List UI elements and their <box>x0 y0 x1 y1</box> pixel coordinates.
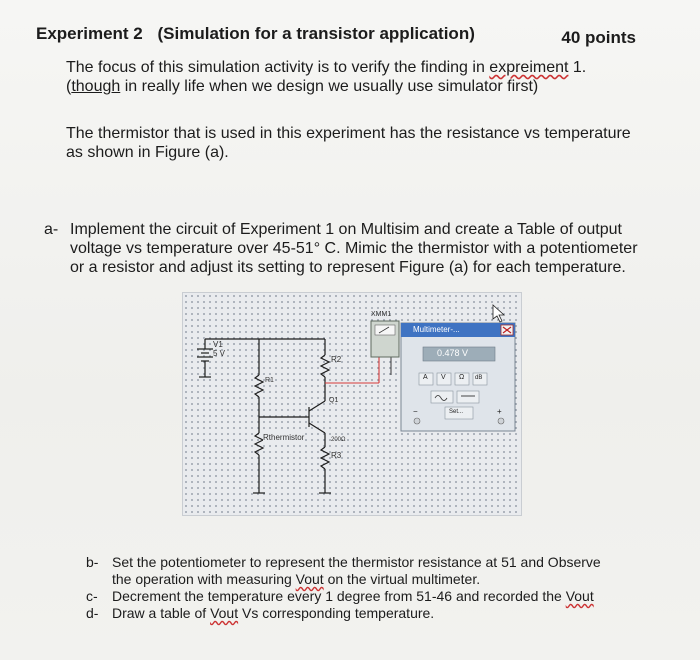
voltmeter-button[interactable]: V <box>441 374 446 381</box>
task-c-label: c- <box>86 588 98 604</box>
intro-paragraph <box>66 58 626 96</box>
task-d <box>86 605 606 622</box>
plus-terminal-label: + <box>497 407 502 416</box>
r3-value: 200Ω <box>331 437 346 443</box>
intro-text-2: 1. <box>568 59 587 76</box>
task-b <box>86 554 606 588</box>
thermistor-paragraph: The thermistor that is used in this experiment has the resistance vs temperature as shown in Figure (a). <box>66 125 631 161</box>
xmm1-label: XMM1 <box>371 311 392 318</box>
task-c <box>86 588 606 605</box>
ammeter-button[interactable]: A <box>423 374 428 381</box>
minus-terminal-label: − <box>413 407 418 416</box>
intro-text-1: The focus of this simulation activity is to verify the finding in <box>66 59 490 76</box>
v1-value: 5 V <box>213 349 226 358</box>
ohmmeter-button[interactable]: Ω <box>459 374 465 381</box>
task-b-text-2: on the virtual multimeter. <box>323 571 481 587</box>
circuit-schematic <box>183 293 521 515</box>
multimeter-title[interactable]: Multimeter-... <box>413 325 460 334</box>
multisim-screenshot <box>182 292 522 516</box>
part-a-text: Implement the circuit of Experiment 1 on Multisim and create a Table of output voltage vs temperature over 45-51° C. Mimic the thermistor with a potentiometer or a resistor and adjust its setting to represent Figure (a) for each temperature. <box>70 221 638 276</box>
db-button[interactable]: dB <box>475 375 483 381</box>
intro-text-3: ( <box>66 78 72 95</box>
task-b-vout: Vout <box>295 571 324 587</box>
task-b-label: b- <box>86 554 99 570</box>
underlined-word: though <box>71 78 121 95</box>
experiment-title: Experiment 2 <box>36 24 143 43</box>
points-label: 40 points <box>561 28 636 47</box>
task-b-text-1: Set the potentiometer to represent the thermistor resistance at 51 and Observe the operation with measuring <box>112 554 601 587</box>
misspelled-word: expreiment <box>489 59 569 76</box>
rthermistor-label: Rthermistor <box>263 433 305 442</box>
task-d-vout: Vout <box>210 605 239 621</box>
task-c-text-1: Decrement the temperature every 1 degree from 51-46 and recorded the <box>112 588 566 604</box>
r3-label: R3 <box>331 451 342 460</box>
set-button[interactable]: Set... <box>449 409 464 415</box>
task-d-label: d- <box>86 605 99 621</box>
task-list <box>86 554 606 622</box>
v1-label: V1 <box>213 340 223 349</box>
task-d-text-1: Draw a table of <box>112 605 211 621</box>
part-a-label: a- <box>44 221 59 238</box>
task-d-text-2: Vs corresponding temperature. <box>238 605 435 621</box>
intro-text-4: in really life when we design we usually use simulator first) <box>120 78 539 95</box>
experiment-subtitle: (Simulation for a transistor application) <box>157 24 475 43</box>
r1-label: R1 <box>265 377 274 384</box>
task-c-vout: Vout <box>565 588 594 604</box>
q1-label: Q1 <box>329 397 339 404</box>
multimeter-reading: 0.478 V <box>437 348 469 358</box>
experiment-header <box>36 24 636 47</box>
r2-label: R2 <box>331 355 342 364</box>
